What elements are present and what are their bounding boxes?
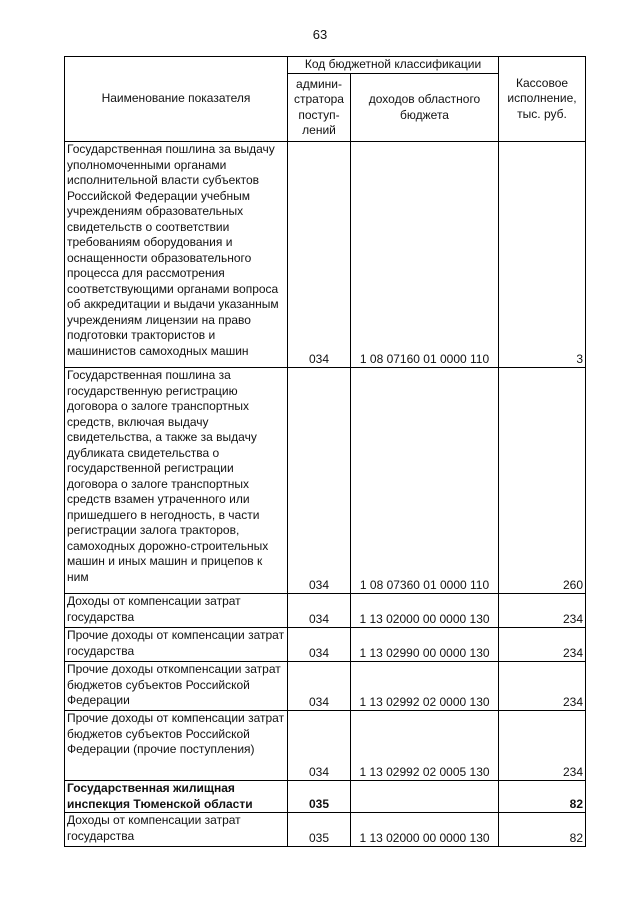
table-row bbox=[65, 711, 586, 781]
row-name: Государственная пошлина за выдачу уполномоченными органами исполнительной власти субъектов Российской Федерации учебным учреждениям образовательных свидетельств о соответствии требованиям оборудования и оснащенности образовательного процесса для рассмотрения соответствующими органами вопроса об аккредитации и выдачи указанным учреждениям лицензии на право подготовки трактористов и машинистов самоходных машин bbox=[65, 142, 288, 368]
table-row bbox=[65, 368, 586, 594]
row-admin-code: 034 bbox=[288, 662, 351, 711]
row-amount: 234 bbox=[499, 711, 586, 781]
row-name: Прочие доходы от компенсации затрат бюджетов субъектов Российской Федерации (прочие поступления) bbox=[65, 711, 288, 781]
row-name: Доходы от компенсации затрат государства bbox=[65, 813, 288, 847]
header-administrator: админи-стратора поступ-лений bbox=[288, 74, 351, 142]
header-budget-classification-code: Код бюджетной классификации bbox=[288, 57, 499, 74]
row-revenue-code: 1 13 02990 00 0000 130 bbox=[351, 628, 499, 662]
table-row bbox=[65, 662, 586, 711]
row-revenue-code: 1 13 02000 00 0000 130 bbox=[351, 594, 499, 628]
row-amount: 234 bbox=[499, 628, 586, 662]
row-admin-code: 034 bbox=[288, 368, 351, 594]
row-admin-code: 035 bbox=[288, 781, 351, 813]
row-amount: 260 bbox=[499, 368, 586, 594]
row-name: Прочие доходы от компенсации затрат государства bbox=[65, 628, 288, 662]
row-admin-code: 034 bbox=[288, 628, 351, 662]
table-row bbox=[65, 628, 586, 662]
row-admin-code: 035 bbox=[288, 813, 351, 847]
row-amount: 234 bbox=[499, 662, 586, 711]
row-revenue-code: 1 08 07160 01 0000 110 bbox=[351, 142, 499, 368]
header-regional-revenue: доходов областного бюджета bbox=[351, 74, 499, 142]
row-amount: 234 bbox=[499, 594, 586, 628]
table-row bbox=[65, 594, 586, 628]
row-admin-code: 034 bbox=[288, 594, 351, 628]
row-revenue-code: 1 13 02000 00 0000 130 bbox=[351, 813, 499, 847]
row-amount: 3 bbox=[499, 142, 586, 368]
table-row bbox=[65, 142, 586, 368]
header-cash-execution: Кассовое исполнение, тыс. руб. bbox=[499, 57, 586, 142]
table-row bbox=[65, 781, 586, 813]
row-revenue-code: 1 08 07360 01 0000 110 bbox=[351, 368, 499, 594]
row-revenue-code: 1 13 02992 02 0005 130 bbox=[351, 711, 499, 781]
row-name: Прочие доходы откомпенсации затрат бюджетов субъектов Российской Федерации bbox=[65, 662, 288, 711]
row-revenue-code: 1 13 02992 02 0000 130 bbox=[351, 662, 499, 711]
row-name: Доходы от компенсации затрат государства bbox=[65, 594, 288, 628]
header-indicator-name: Наименование показателя bbox=[65, 57, 288, 142]
row-admin-code: 034 bbox=[288, 711, 351, 781]
budget-table bbox=[64, 56, 586, 847]
row-admin-code: 034 bbox=[288, 142, 351, 368]
row-name: Государственная жилищная инспекция Тюменской области bbox=[65, 781, 288, 813]
row-amount: 82 bbox=[499, 781, 586, 813]
row-amount: 82 bbox=[499, 813, 586, 847]
page-number: 63 bbox=[312, 27, 328, 42]
row-revenue-code bbox=[351, 781, 499, 813]
row-name: Государственная пошлина за государственную регистрацию договора о залоге транспортных средств, включая выдачу свидетельства, а также за выдачу дубликата свидетельства о государственной регистрации договора о залоге транспортных средств взамен утраченного или пришедшего в негодность, в части регистрации залога тракторов, самоходных дорожно-строительных машин и иных машин и прицепов к ним bbox=[65, 368, 288, 594]
table-row bbox=[65, 813, 586, 847]
